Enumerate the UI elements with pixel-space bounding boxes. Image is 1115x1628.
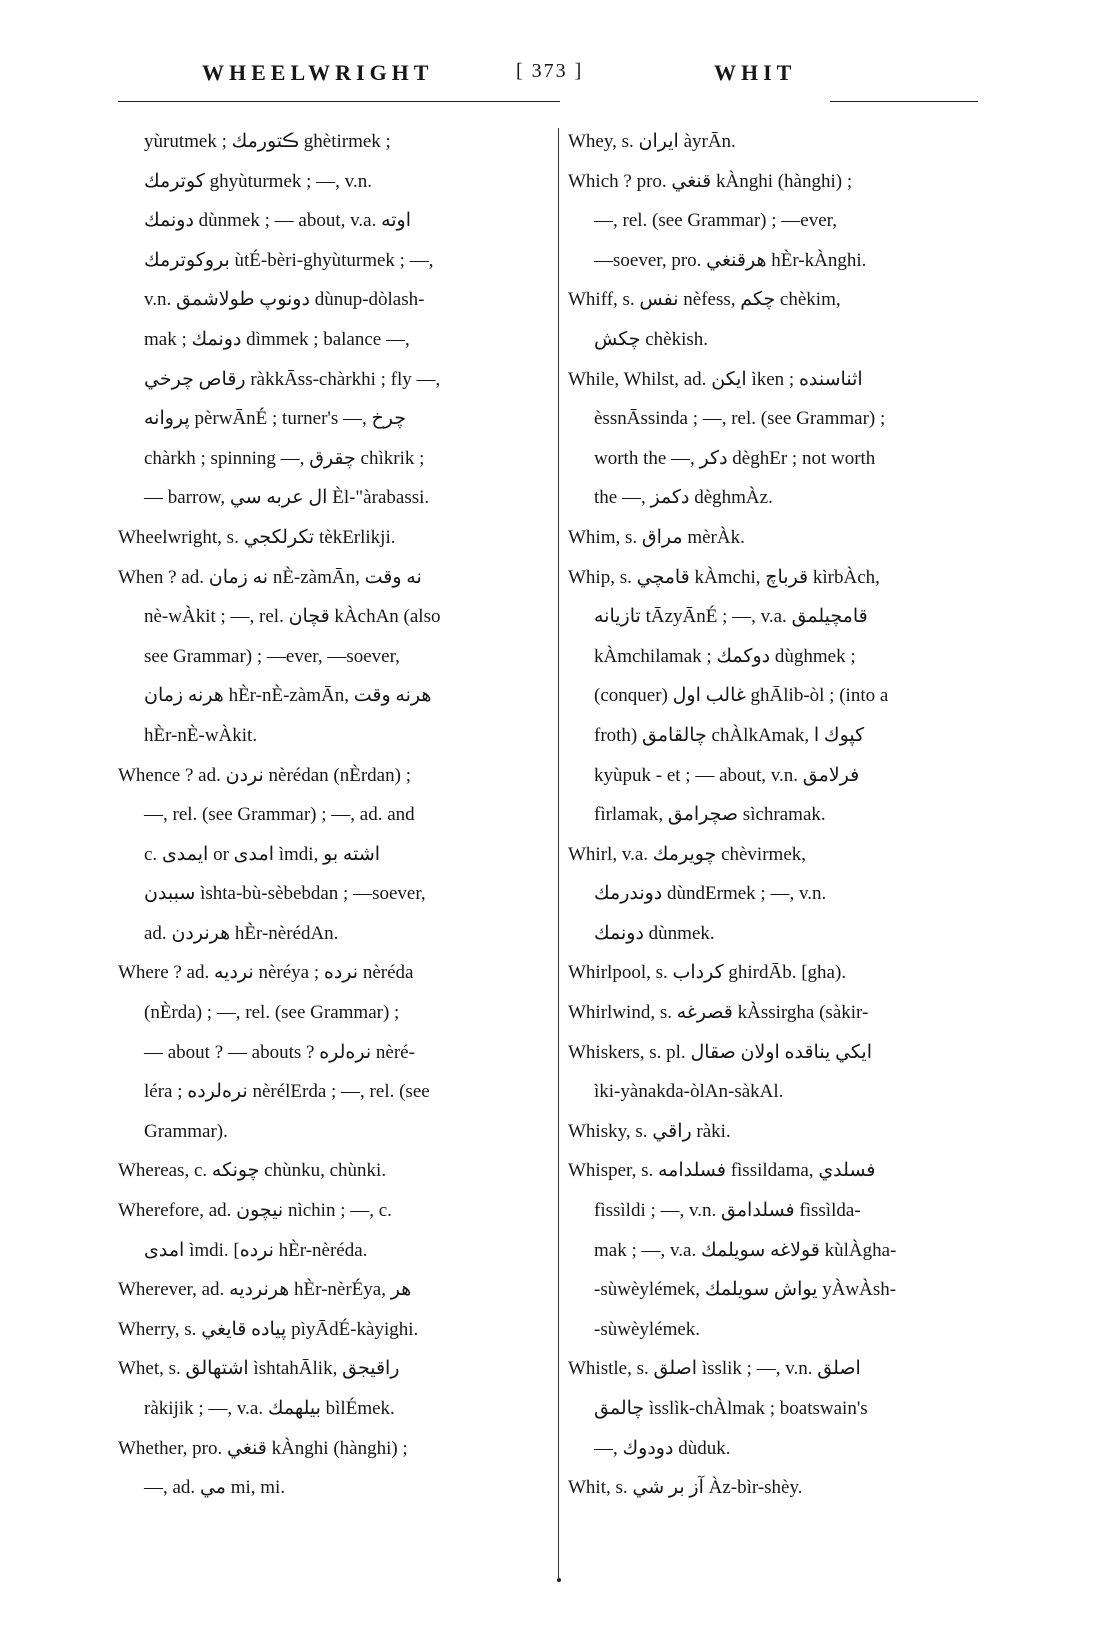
entry-continuation-line: see Grammar) ; —ever, —soever,	[144, 645, 400, 667]
entry-continuation-line: دونمك dùnmek ; — about, v.a. اوته	[144, 210, 412, 232]
entry-continuation-line: — barrow, ال عربه سي Èl-"àrabassi.	[144, 487, 430, 509]
entry-continuation-line: بروكوترمك ùtÉ-bèri-ghyùturmek ; —,	[144, 249, 434, 271]
running-header	[118, 60, 998, 96]
entry-continuation-line: رقاص چرخي ràkkĀss-chàrkhi ; fly —,	[144, 368, 441, 390]
header-rule-right	[830, 101, 978, 102]
entry-continuation-line: —, ad. مي mi, mi.	[144, 1477, 286, 1499]
entry-headword-line: Whisky, s. راقي ràki.	[568, 1120, 731, 1142]
entry-headword-line: When ? ad. نه زمان nÈ-zàmĀn, نه وقت	[118, 566, 422, 588]
divider-end-mark	[557, 1578, 561, 1582]
entry-continuation-line: worth the —, دكر dèghEr ; not worth	[594, 447, 876, 469]
entry-continuation-line: hÈr-nÈ-wÀkit.	[144, 724, 258, 746]
entry-headword-line: Whereas, c. چونكه chùnku, chùnki.	[118, 1160, 387, 1182]
entry-headword-line: Wherry, s. پياده قايغي pìyĀdÉ-kàyighi.	[118, 1318, 419, 1340]
entry-continuation-line: fìssìldi ; —, v.n. فسلدامق fìssìlda-	[594, 1200, 861, 1222]
entry-continuation-line: mak ; —, v.a. قولاغه سويلمك kùlÀgha-	[594, 1239, 897, 1261]
entry-continuation-line: —soever, pro. هرقنغي hÈr-kÀnghi.	[594, 249, 867, 271]
entry-headword-line: Whet, s. اشتهالق ìshtahĀlik, راقيجق	[118, 1358, 400, 1380]
entry-headword-line: Whirl, v.a. چويرمك chèvirmek,	[568, 843, 806, 865]
entry-continuation-line: nè-wÀkit ; —, rel. قچان kÀchAn (also	[144, 606, 441, 628]
entry-headword-line: Wherefore, ad. نيچون nìchin ; —, c.	[118, 1200, 392, 1222]
entry-headword-line: While, Whilst, ad. ايكن ìken ; اثناسنده	[568, 368, 863, 390]
entry-continuation-line: دونمك dùnmek.	[594, 922, 715, 944]
entry-continuation-line: yùrutmek ; ڪتورمك ghètirmek ;	[144, 131, 391, 152]
entry-continuation-line: پروانه pèrwĀnÉ ; turner's —, چرخ	[144, 408, 406, 430]
entry-continuation-line: —, دودوك dùduk.	[594, 1437, 731, 1459]
entry-continuation-line: هرنه زمان hÈr-nÈ-zàmĀn, هرنه وقت	[144, 685, 432, 707]
entry-headword-line: Whether, pro. قنغي kÀnghi (hànghi) ;	[118, 1437, 408, 1459]
entry-continuation-line: -sùwèylémek, يواش سويلمك yÀwÀsh-	[594, 1279, 897, 1301]
entry-headword-line: Whiskers, s. pl. ايكي يناقده اولان صقال	[568, 1041, 872, 1063]
column-divider	[558, 128, 559, 1578]
entry-continuation-line: èssnĀssinda ; —, rel. (see Grammar) ;	[594, 408, 886, 430]
entry-headword-line: Whistle, s. اصلق ìsslik ; —, v.n. اصلق	[568, 1358, 861, 1380]
entry-continuation-line: (nÈrda) ; —, rel. (see Grammar) ;	[144, 1002, 400, 1024]
entry-continuation-line: léra ; نرەلردە nèrélErda ; —, rel. (see	[144, 1081, 430, 1103]
entry-headword-line: Whit, s. آز بر شي Àz-bìr-shèy.	[568, 1477, 803, 1499]
header-rule-left	[118, 101, 560, 102]
entry-continuation-line: ad. هرنردن hÈr-nèrédAn.	[144, 922, 339, 944]
entry-continuation-line: —, rel. (see Grammar) ; —ever,	[594, 210, 837, 232]
entry-continuation-line: fìrlamak, صچرامق sìchramak.	[594, 804, 826, 826]
entry-headword-line: Wherever, ad. هرنرديه hÈr-nèrÉya, هر	[118, 1279, 412, 1301]
entry-continuation-line: (conquer) غالب اول ghĀlib-òl ; (into a	[594, 685, 889, 707]
header-left-word: WHEELWRIGHT	[202, 60, 434, 85]
entry-headword-line: Whim, s. مراق mèrÀk.	[568, 526, 745, 548]
entry-continuation-line: froth) چالقامق chÀlkAmak, كپوك ا	[594, 724, 865, 746]
entry-continuation-line: v.n. دونوپ طولاشمق dùnup-dòlash-	[144, 289, 425, 311]
entry-continuation-line: چكش chèkish.	[594, 328, 709, 350]
entry-continuation-line: دوندرمك dùndErmek ; —, v.n.	[594, 883, 827, 905]
entry-continuation-line: امدى ìmdi. [نرده hÈr-nèréda.	[144, 1239, 368, 1261]
right-column	[568, 122, 988, 1508]
left-column	[118, 122, 540, 1508]
entry-continuation-line: c. ايمدى or امدى ìmdi, اشته بو	[144, 843, 381, 865]
entry-headword-line: Whisper, s. فسلدامه fìssildama, فسلدي	[568, 1160, 876, 1182]
entry-continuation-line: كوترمك ghyùturmek ; —, v.n.	[144, 170, 372, 192]
entry-headword-line: Whirlwind, s. قصرغه kÀssirgha (sàkir-	[568, 1002, 869, 1024]
entry-continuation-line: kyùpuk - et ; — about, v.n. فرلامق	[594, 764, 860, 786]
entry-continuation-line: تازيانه tĀzyĀnÉ ; —, v.a. قامچيلمق	[594, 606, 868, 628]
entry-continuation-line: kÀmchilamak ; دوكمك dùghmek ;	[594, 645, 856, 667]
page-number: [ 373 ]	[516, 60, 584, 82]
entry-continuation-line: چالمق ìsslìk-chÀlmak ; boatswain's	[594, 1398, 868, 1419]
header-right-word: WHIT	[714, 60, 797, 85]
entry-headword-line: Wheelwright, s. تكرلكجي tèkErlikji.	[118, 526, 396, 548]
entry-continuation-line: Grammar).	[144, 1120, 228, 1142]
entry-headword-line: Whence ? ad. نردن nèrédan (nÈrdan) ;	[118, 764, 411, 786]
entry-continuation-line: ràkijik ; —, v.a. بيلهمك bìlÉmek.	[144, 1398, 395, 1419]
entry-continuation-line: —, rel. (see Grammar) ; —, ad. and	[144, 804, 415, 826]
entry-headword-line: Which ? pro. قنغي kÀnghi (hànghi) ;	[568, 170, 853, 192]
entry-headword-line: Whiff, s. نفس nèfess, چكم chèkim,	[568, 289, 841, 311]
entry-continuation-line: chàrkh ; spinning —, چقرق chìkrik ;	[144, 447, 425, 469]
entry-headword-line: Whey, s. ايران àyrĀn.	[568, 131, 736, 152]
entry-continuation-line: — about ? — abouts ? نرەلرە nèré-	[144, 1041, 415, 1063]
entry-headword-line: Where ? ad. نرديه nèréya ; نرده nèréda	[118, 962, 414, 984]
entry-headword-line: Whip, s. قامچي kÀmchi, قرباچ kìrbÀch,	[568, 566, 880, 588]
entry-continuation-line: the —, دكمز dèghmÀz.	[594, 487, 773, 509]
entry-continuation-line: سببدن ìshta-bù-sèbebdan ; —soever,	[144, 883, 426, 905]
entry-continuation-line: mak ; دونمك dìmmek ; balance —,	[144, 328, 410, 350]
entry-continuation-line: ìki-yànakda-òlAn-sàkAl.	[594, 1081, 784, 1103]
entry-continuation-line: -sùwèylémek.	[594, 1318, 701, 1340]
entry-headword-line: Whirlpool, s. كرداب ghirdĀb. [gha).	[568, 962, 847, 984]
